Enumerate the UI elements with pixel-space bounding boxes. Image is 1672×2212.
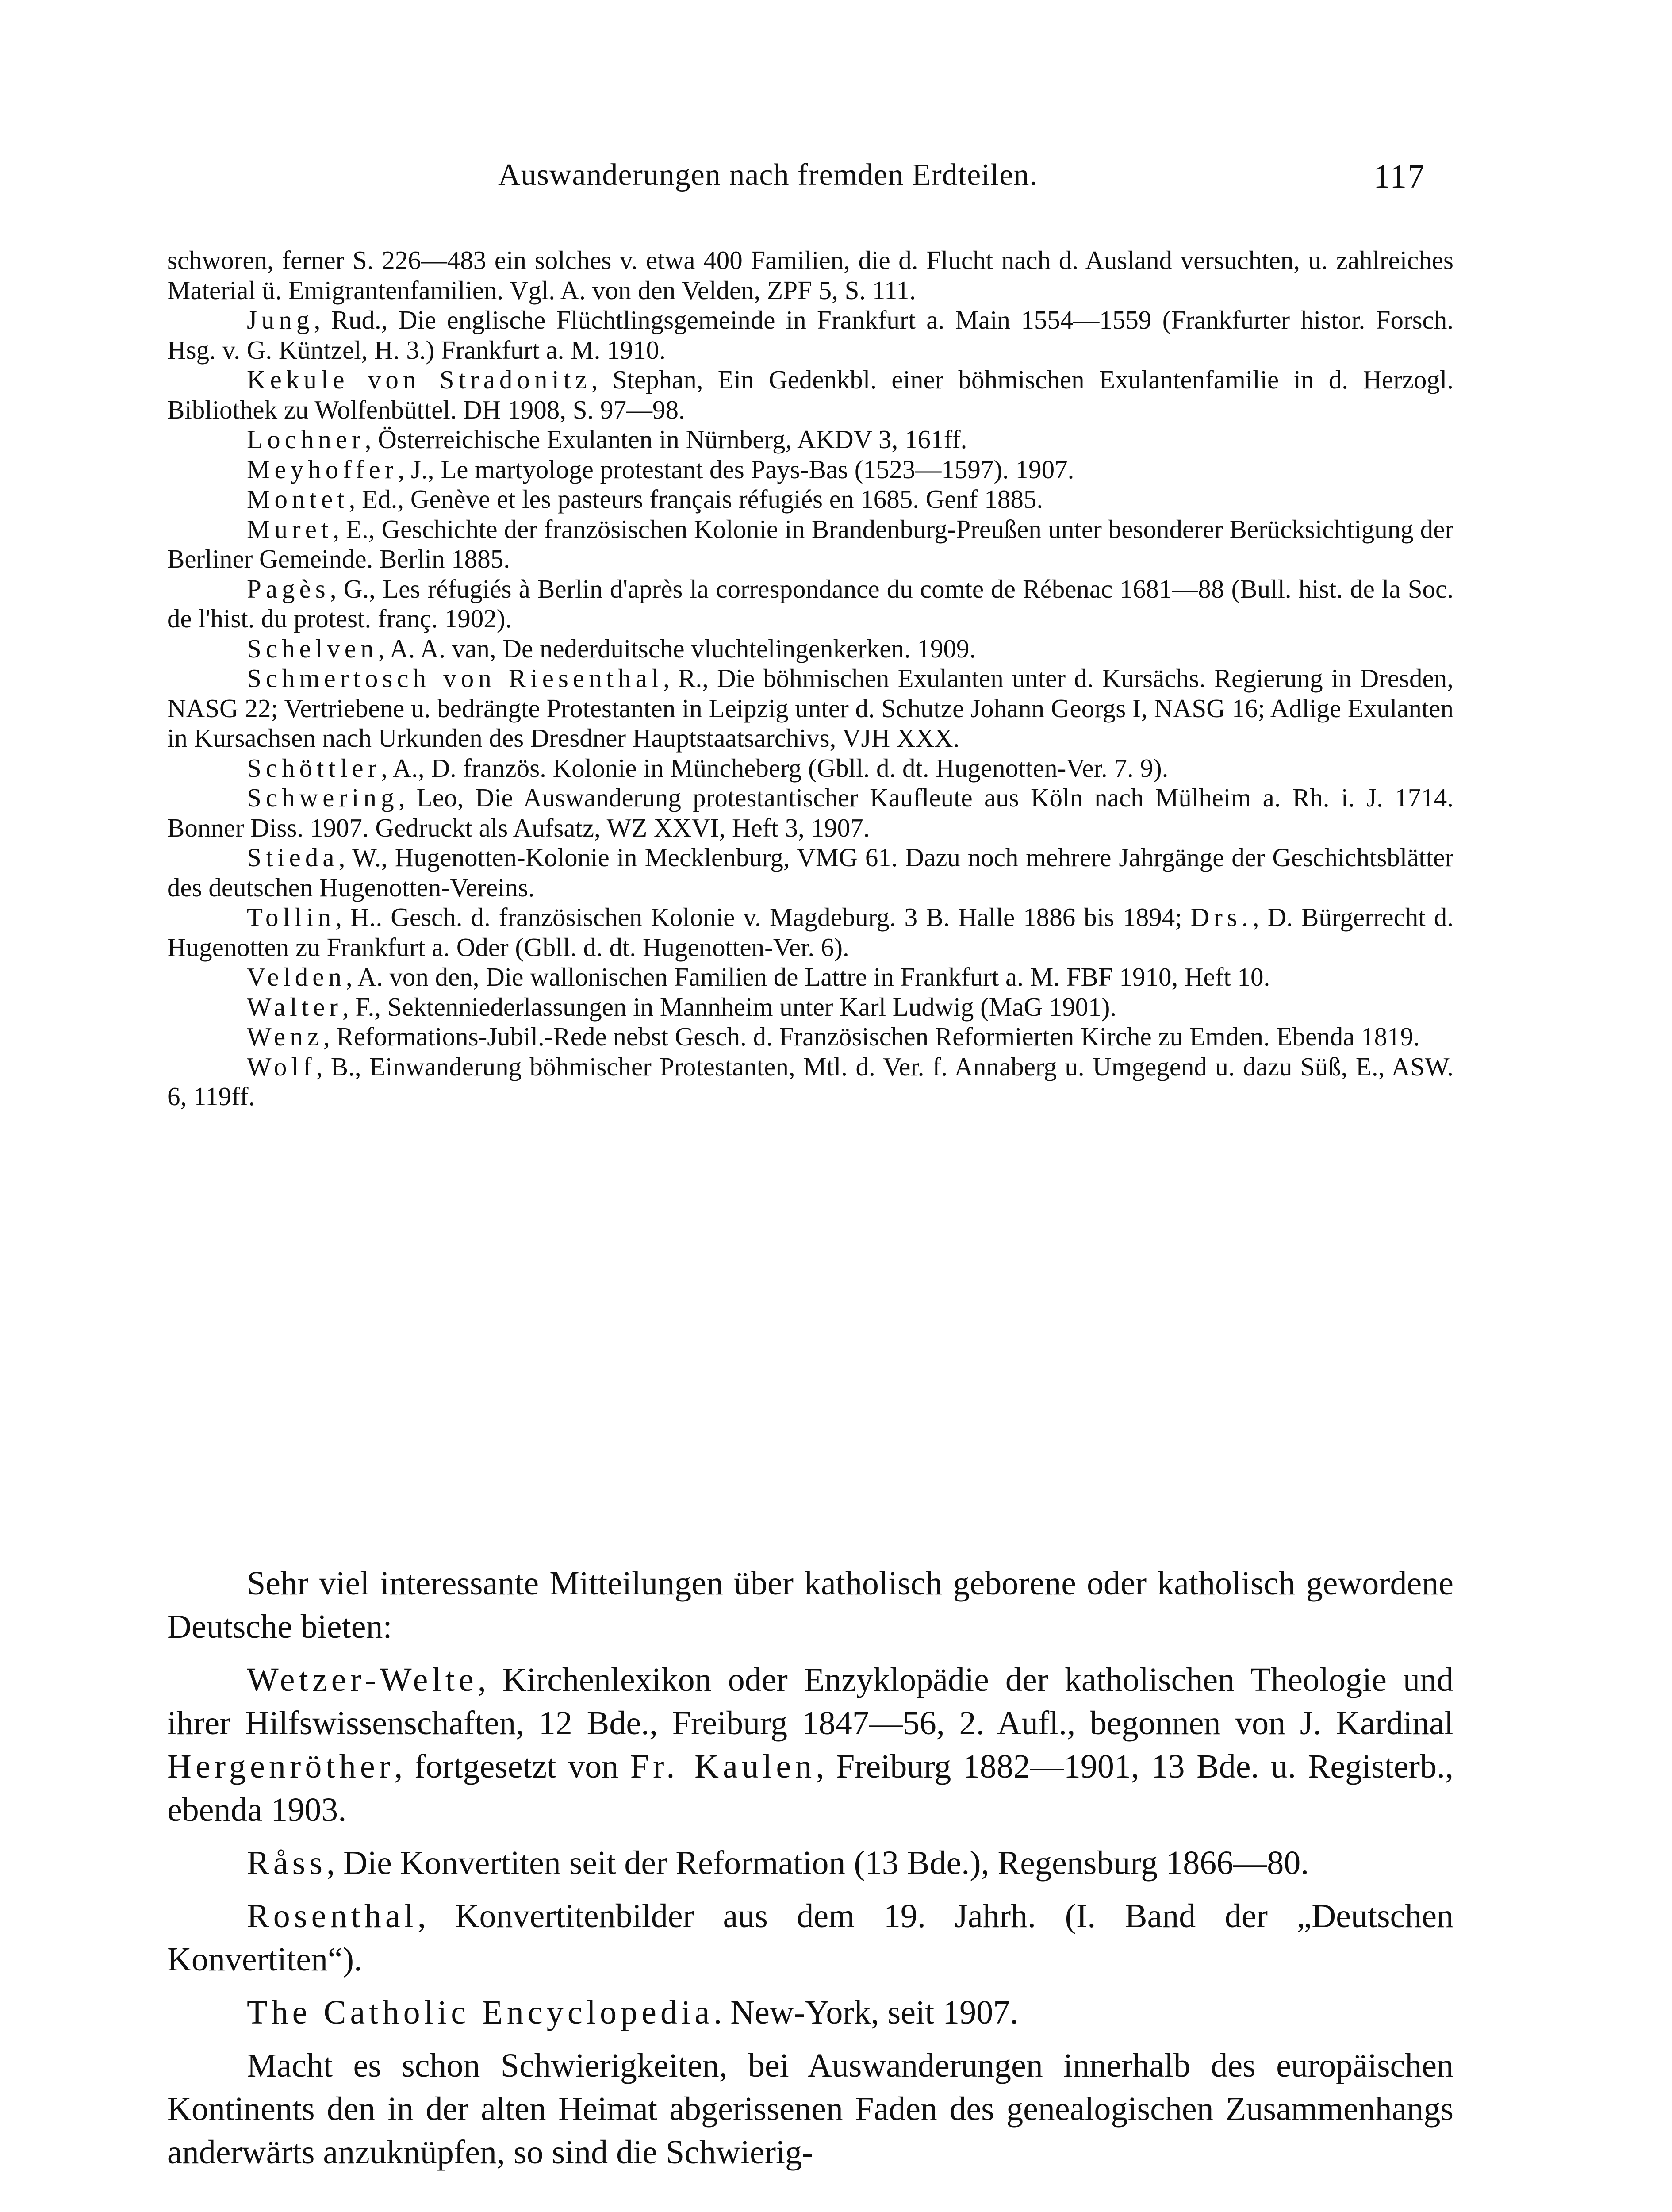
entry-author: Montet (247, 484, 349, 514)
bib-entry (167, 484, 1453, 515)
entry-author: Schwering (247, 783, 399, 812)
entry-author: Drs. (1190, 902, 1253, 932)
entry-author: The Catholic Encyclopedia (247, 1994, 714, 2031)
entry-author: Schmertosch von Riesenthal (247, 664, 663, 693)
entry-text: , B., Einwanderung böhmischer Protestanten, Mtl. d. Ver. f. Annaberg u. Umgegend u. dazu Süß, E., ASW. 6, 119ff. (167, 1052, 1453, 1111)
entry-author: Lochner (247, 425, 365, 454)
bib-entry (167, 1022, 1453, 1052)
bib-entry (167, 455, 1453, 485)
entry-text: , F., Sektenniederlassungen in Mannheim unter Karl Ludwig (MaG 1901). (342, 992, 1117, 1022)
entry-author: Jung (247, 305, 314, 334)
bib-entry (167, 753, 1453, 783)
entry-author: Wenz (247, 1022, 323, 1051)
bib-entry (167, 425, 1453, 455)
entry-text: , Stephan, Ein Gedenkbl. einer böhmischen Exulantenfamilie in d. Herzogl. Bibliothek zu Wolfenbüttel. DH 1908, S. 97—98. (167, 365, 1454, 424)
bib-entry (167, 664, 1453, 753)
entry-author: Tollin (247, 902, 336, 932)
entry-text: , Rud., Die englische Flüchtlingsgemeinde in Frankfurt a. Main 1554—1559 (Frankfurter histor. Forsch. Hsg. v. G. Küntzel, H. 3.) Frankfurt a. M. 1910. (167, 305, 1453, 365)
entry-text: , R., Die böhmischen Exulanten unter d. Kursächs. Regierung in Dresden, NASG 22; Vertriebene u. bedrängte Protestanten in Leipzig unter d. Schutze Johann Georgs I, NASG 16; Adlige Exulanten in Kursachsen nach Urkunden des Dresdner Hauptstaatsarchivs, VJH XXX. (167, 664, 1453, 753)
entry-author: Wetzer-Welte (247, 1661, 478, 1698)
bib-entry (167, 365, 1453, 425)
bib-entry (167, 992, 1453, 1022)
entry-text: , Die Konvertiten seit der Reformation (13 Bde.), Regensburg 1866—80. (326, 1844, 1309, 1882)
entry-author: Pagès (247, 574, 330, 603)
entry-text: , Leo, Die Auswanderung protestantischer Kaufleute aus Köln nach Mülheim a. Rh. i. J. 1714. Bonner Diss. 1907. Gedruckt als Aufsatz, WZ XXVI, Heft 3, 1907. (167, 783, 1453, 842)
bib-entry (167, 783, 1453, 843)
entry-text: , E., Geschichte der französischen Kolonie in Brandenburg-Preußen unter besonderer Berücksichtigung der Berliner Gemeinde. Berlin 1885. (167, 514, 1453, 573)
page-number: 117 (1373, 158, 1426, 195)
entry-text: , Kirchenlexikon oder Enzyklopädie der katholischen Theologie und ihrer Hilfswissenschaften, 12 Bde., Freiburg 1847—56, 2. Aufl., begonnen von J. Kardinal (167, 1661, 1453, 1742)
entry-text: , A. A. van, De nederduitsche vluchtelingenkerken. 1909. (378, 634, 976, 663)
bib-entry (167, 515, 1453, 574)
entry-author: Fr. Kaulen (630, 1748, 816, 1785)
bib-entry (167, 574, 1453, 634)
entry-author: Schelven (247, 634, 378, 663)
entry-author: Stieda (247, 843, 339, 872)
bib-entry (167, 1052, 1453, 1112)
entry-author: Schöttler (247, 753, 381, 783)
entry-text: , Österreichische Exulanten in Nürnberg, AKDV 3, 161ff. (364, 425, 967, 454)
bib-entry (167, 962, 1453, 992)
entry-author: Velden (247, 962, 346, 991)
entry-text: , Reformations-Jubil.-Rede nebst Gesch. d. Französischen Reformierten Kirche zu Emden. Ebenda 1819. (323, 1022, 1420, 1051)
entry-text: . New-York, seit 1907. (713, 1994, 1019, 2031)
bibliography-list (167, 246, 1453, 1112)
entry-text: , W., Hugenotten-Kolonie in Mecklenburg, VMG 61. Dazu noch mehrere Jahrgänge der Geschichtsblätter des deutschen Hugenotten-Vereins. (167, 843, 1453, 902)
entry-text: , J., Le martyologe protestant des Pays-Bas (1523—1597). 1907. (398, 454, 1074, 484)
continuation-paragraph: schworen, ferner S. 226—483 ein solches v. etwa 400 Familien, die d. Flucht nach d. Ausland versuchten, u. zahlreiches Material ü. Emigrantenfamilien. Vgl. A. von den Velden, ZPF 5, S. 111. (167, 246, 1453, 305)
entry-text: , A., D. französ. Kolonie in Müncheberg (Gbll. d. dt. Hugenotten-Ver. 7. 9). (381, 753, 1169, 783)
entry-author: Walter (247, 992, 342, 1022)
entry-author: Meyhoffer (247, 454, 398, 484)
entry-author: Wolf (247, 1052, 316, 1081)
wetzer-welte-entry (167, 1658, 1453, 1832)
catholic-encyclopedia-entry (167, 1991, 1453, 2034)
entry-text: , A. von den, Die wallonischen Familien de Lattre in Frankfurt a. M. FBF 1910, Heft 10. (346, 962, 1270, 991)
rass-entry (167, 1841, 1453, 1885)
entry-text: , Konvertitenbilder aus dem 19. Jahrh. (I. Band der „Deutschen Konvertiten“). (167, 1897, 1453, 1978)
entry-author: Kekule von Stradonitz (247, 365, 591, 394)
bib-entry (167, 634, 1453, 664)
entry-author: Muret (247, 514, 333, 544)
bib-entry (167, 843, 1453, 902)
entry-author: Råss (247, 1844, 327, 1882)
intro-paragraph: Sehr viel interessante Mitteilungen über katholisch geborene oder katholisch gewordene Deutsche bieten: (167, 1565, 1453, 1645)
entry-text: , G., Les réfugiés à Berlin d'après la correspondance du comte de Rébenac 1681—88 (Bull. hist. de la Soc. de l'hist. du protest. franç. 1902). (167, 574, 1453, 633)
entry-text: , Freiburg 1882—1901, 13 Bde. u. Registerb., ebenda 1903. (167, 1748, 1453, 1828)
entry-text: , fortgesetzt von (394, 1748, 630, 1785)
entry-text: , Ed., Genève et les pasteurs français réfugiés en 1685. Genf 1885. (349, 484, 1043, 514)
closing-paragraph: Macht es schon Schwierigkeiten, bei Auswanderungen innerhalb des europäischen Kontinents den in der alten Heimat abgerissenen Faden des genealogischen Zusammenhangs anderwärts anzuknüpfen, so sind die Schwierig- (167, 2047, 1453, 2171)
catholic-section (167, 1562, 1453, 2184)
entry-text: , H.. Gesch. d. französischen Kolonie v. Magdeburg. 3 B. Halle 1886 bis 1894; (335, 902, 1191, 932)
rosenthal-entry (167, 1894, 1453, 1981)
bib-entry (167, 902, 1453, 962)
running-head: Auswanderungen nach fremden Erdteilen. (498, 158, 1038, 192)
bib-entry (167, 305, 1453, 365)
entry-author: Rosenthal (247, 1897, 418, 1935)
entry-text: , D. Bürgerrecht d. Hugenotten zu Frankfurt a. Oder (Gbll. d. dt. Hugenotten-Ver. 6). (167, 902, 1453, 962)
entry-author: Hergenröther (167, 1748, 395, 1785)
